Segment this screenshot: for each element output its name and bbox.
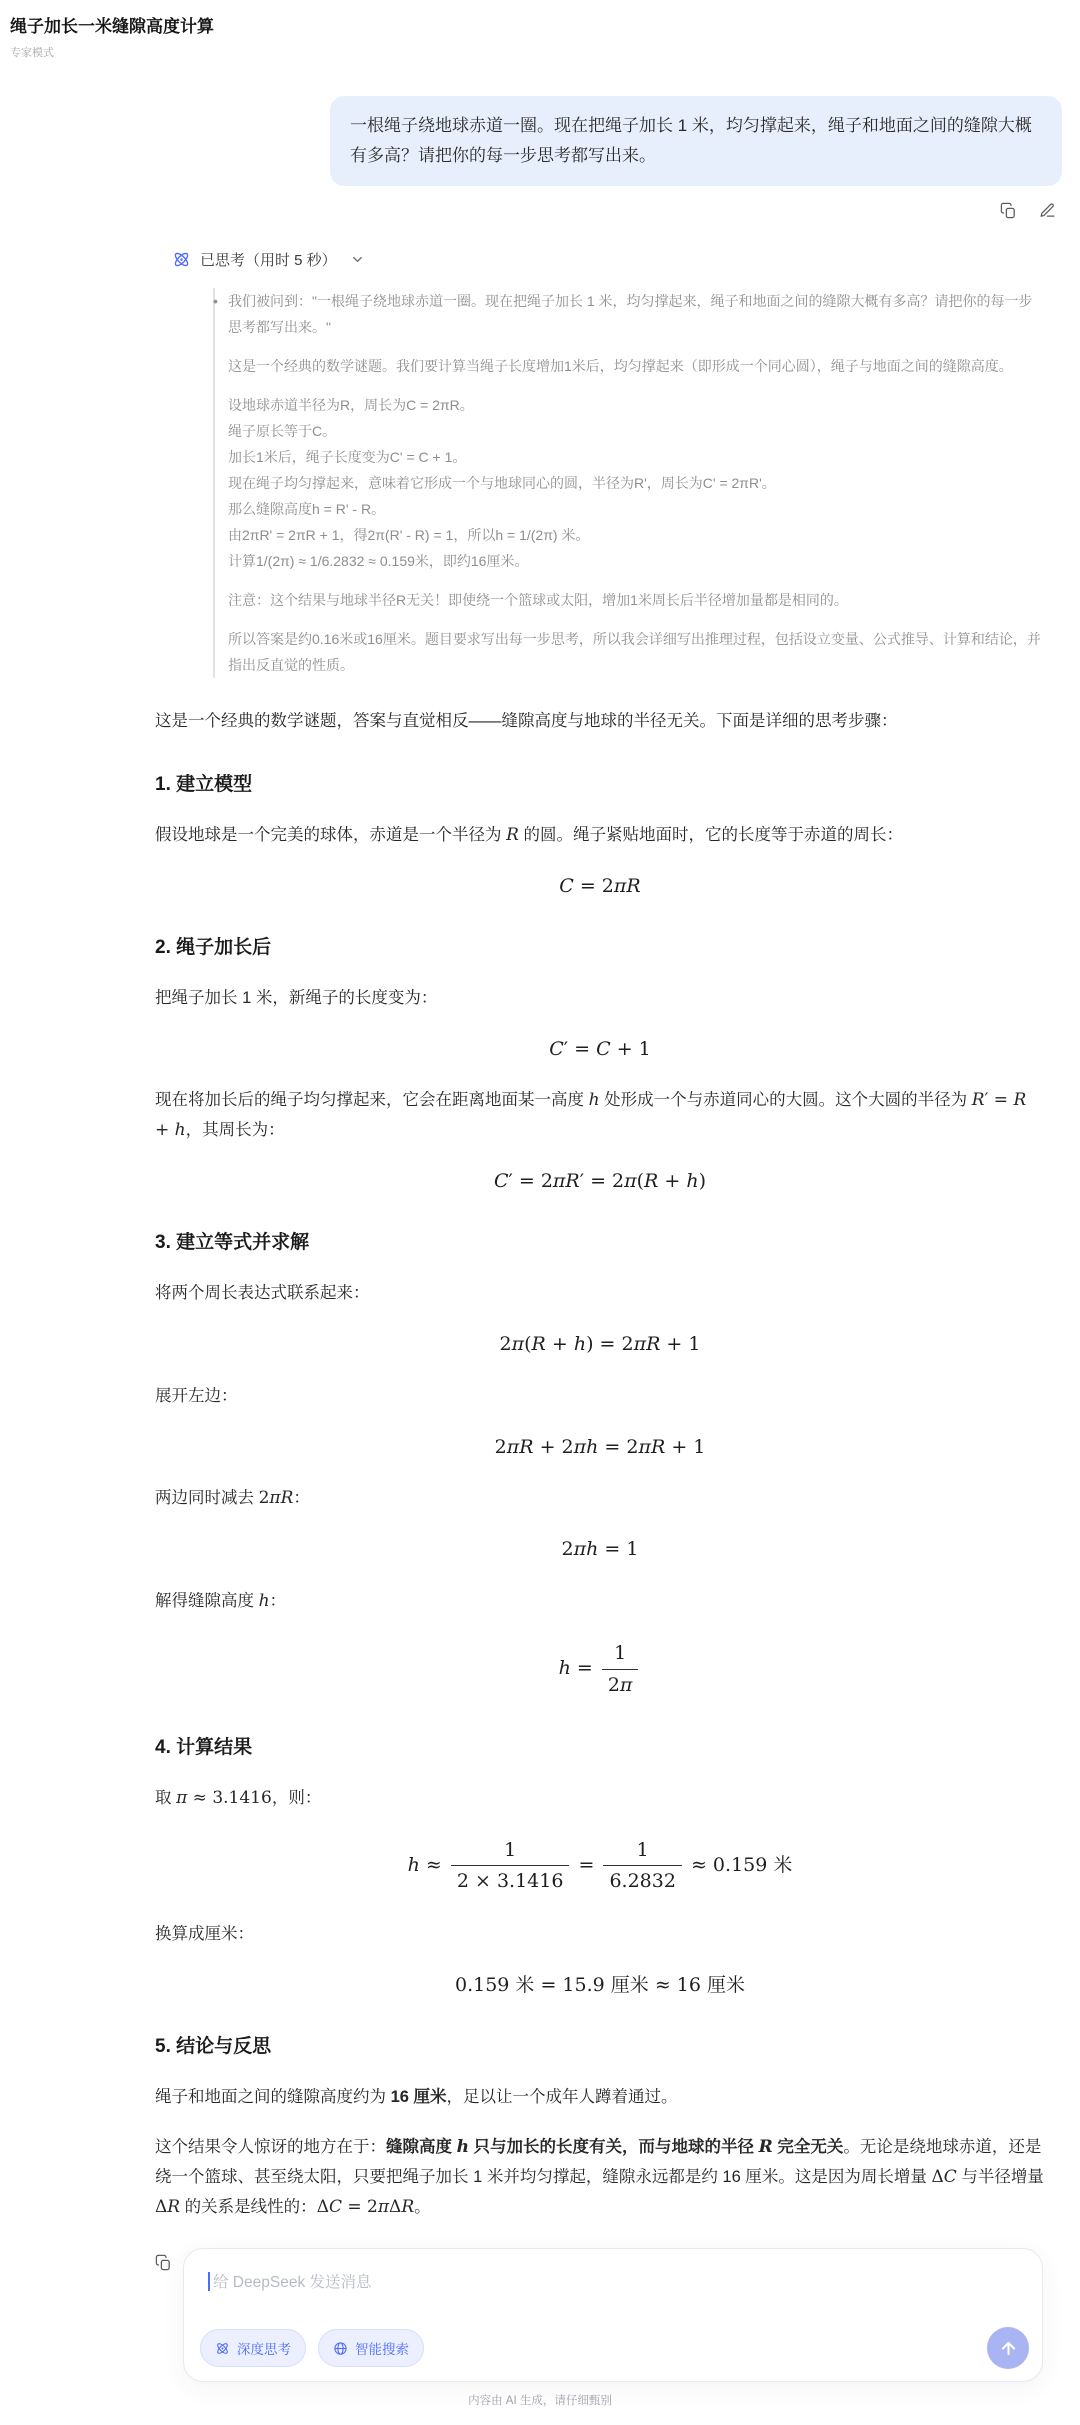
copy-icon[interactable] xyxy=(1000,202,1017,219)
thought-label: 已思考（用时 5 秒） xyxy=(200,252,337,269)
math-formula: C′ = C + 1 xyxy=(549,1037,651,1060)
globe-icon xyxy=(333,2341,348,2356)
copy-icon[interactable] xyxy=(155,2254,172,2271)
deepthink-atom-icon xyxy=(172,250,191,269)
thought-paragraph: 设地球赤道半径为R，周长为C = 2πR。 绳子原长等于C。 加长1米后，绳子长度变为C' = C + 1。 现在绳子均匀撑起来，意味着它形成一个与地球同心的圆，半径为R'，周长为C' = 2πR'。 那么缝隙高度h = R' - R。 由2πR' = 2πR + 1，得2π(R' - R) = 1，所以h = 1/(2π) 米。 计算1/(2π) ≈ 1/6.2832 ≈ 0.159米，即约16厘米。 xyxy=(228,397,776,569)
answer-paragraph: 现在将加长后的绳子均匀撑起来，它会在距离地面某一高度 h 处形成一个与赤道同心的大圆。这个大圆的半径为 R′ = R + h，其周长为： xyxy=(155,1090,1027,1141)
section-heading: 1. 建立模型 xyxy=(155,774,253,795)
answer-intro: 这是一个经典的数学谜题，答案与直觉相反——缝隙高度与地球的半径无关。下面是详细的思考步骤： xyxy=(155,712,898,730)
user-message-row xyxy=(0,96,1080,186)
page-title: 绳子加长一米缝隙高度计算 xyxy=(10,17,214,36)
answer-paragraph: 两边同时减去 2πR： xyxy=(155,1488,310,1509)
answer-sections xyxy=(155,770,1045,2222)
section-heading: 4. 计算结果 xyxy=(155,1736,253,1758)
answer-paragraph: 展开左边： xyxy=(155,1386,238,1405)
answer-paragraph: 假设地球是一个完美的球体，赤道是一个半径为 R 的圆。绳子紧贴地面时，它的长度等于赤道的周长： xyxy=(155,825,903,845)
mode-label: 专家模式 xyxy=(10,47,54,59)
input-placeholder: 给 DeepSeek 发送消息 xyxy=(213,2274,372,2291)
math-formula: 2π(R + h) = 2πR + 1 xyxy=(499,1333,701,1356)
ai-disclaimer: 内容由 AI 生成，请仔细甄别 xyxy=(468,2395,612,2407)
thought-paragraph: 所以答案是约0.16米或16厘米。题目要求写出每一步思考，所以我会详细写出推理过程，包括设立变量、公式推导、计算和结论，并指出反直觉的性质。 xyxy=(228,631,1041,673)
section-heading: 2. 绳子加长后 xyxy=(155,936,272,958)
section-heading: 5. 结论与反思 xyxy=(155,2035,272,2057)
thought-paragraph: 这是一个经典的数学谜题。我们要计算当绳子长度增加1米后，均匀撑起来（即形成一个同心圆），绳子与地面之间的缝隙高度。 xyxy=(228,358,1013,374)
send-button[interactable] xyxy=(987,2327,1029,2369)
text-cursor xyxy=(208,2272,210,2291)
math-formula: C′ = 2πR′ = 2π(R + h) xyxy=(493,1170,707,1193)
math-formula: h ≈ $\frac{1}{2 \times 3.1416}$ = $\frac{1}{6.2832}$ ≈ 0.159 米 xyxy=(155,1837,1045,1895)
answer-paragraph: 换算成厘米： xyxy=(155,1924,254,1943)
math-formula: 0.159 米 = 15.9 厘米 ≈ 16 厘米 xyxy=(455,1973,745,1996)
composer-toolbar xyxy=(200,2329,424,2367)
message-input[interactable] xyxy=(208,2270,372,2292)
answer-paragraph: 这个结果令人惊讶的地方在于：缝隙高度 h 只与加长的长度有关，而与地球的半径 R 完全无关。无论是绕地球赤道，还是绕一个篮球、甚至绕太阳，只要把绳子加长 1 米并均匀撑起，缝隙永远都是约 16 厘米。这是因为周长增量 ΔC 与半径增量 ΔR 的关系是线性的：ΔC = 2πΔR。 xyxy=(155,2136,1044,2217)
thought-toggle[interactable] xyxy=(172,249,365,270)
answer-paragraph: 绳子和地面之间的缝隙高度约为 16 厘米，足以让一个成年人蹲着通过。 xyxy=(155,2087,678,2106)
answer-paragraph: 将两个周长表达式联系起来： xyxy=(155,1284,370,1303)
thought-content xyxy=(213,288,1046,678)
deep-think-button[interactable] xyxy=(200,2329,306,2367)
edit-icon[interactable] xyxy=(1039,202,1056,219)
thought-paragraph: 注意：这个结果与地球半径R无关！即使绕一个篮球或太阳，增加1米周长后半径增加量都是相同的。 xyxy=(228,592,848,608)
message-composer[interactable] xyxy=(183,2248,1043,2382)
math-formula: h = $\frac{1}{2\pi}$ xyxy=(155,1640,1045,1698)
thought-paragraph: • 我们被问到："一根绳子绕地球赤道一圈。现在把绳子加长 1 米，均匀撑起来，绳子和地面之间的缝隙大概有多高？请把你的每一步思考都写出来。" xyxy=(228,288,1046,340)
smart-search-label: 智能搜索 xyxy=(355,2342,409,2357)
deep-think-label: 深度思考 xyxy=(237,2342,291,2357)
user-message-actions xyxy=(0,202,1080,219)
math-formula: 2πR + 2πh = 2πR + 1 xyxy=(494,1435,706,1458)
chevron-down-icon[interactable] xyxy=(350,252,365,267)
answer-paragraph: 取 π ≈ 3.1416，则： xyxy=(155,1787,322,1808)
section-heading: 3. 建立等式并求解 xyxy=(155,1232,310,1254)
smart-search-button[interactable] xyxy=(318,2329,424,2367)
deepthink-atom-icon xyxy=(215,2341,230,2356)
arrow-up-icon xyxy=(999,2339,1018,2358)
math-formula: C = 2πR xyxy=(559,875,641,897)
answer-paragraph: 把绳子加长 1 米，新绳子的长度变为： xyxy=(155,988,438,1007)
assistant-answer xyxy=(155,706,1045,2271)
answer-paragraph: 解得缝隙高度 h： xyxy=(155,1591,287,1612)
user-message-bubble: 一根绳子绕地球赤道一圈。现在把绳子加长 1 米，均匀撑起来，绳子和地面之间的缝隙大概有多高？请把你的每一步思考都写出来。 xyxy=(330,96,1062,186)
math-formula: 2πh = 1 xyxy=(561,1538,639,1561)
